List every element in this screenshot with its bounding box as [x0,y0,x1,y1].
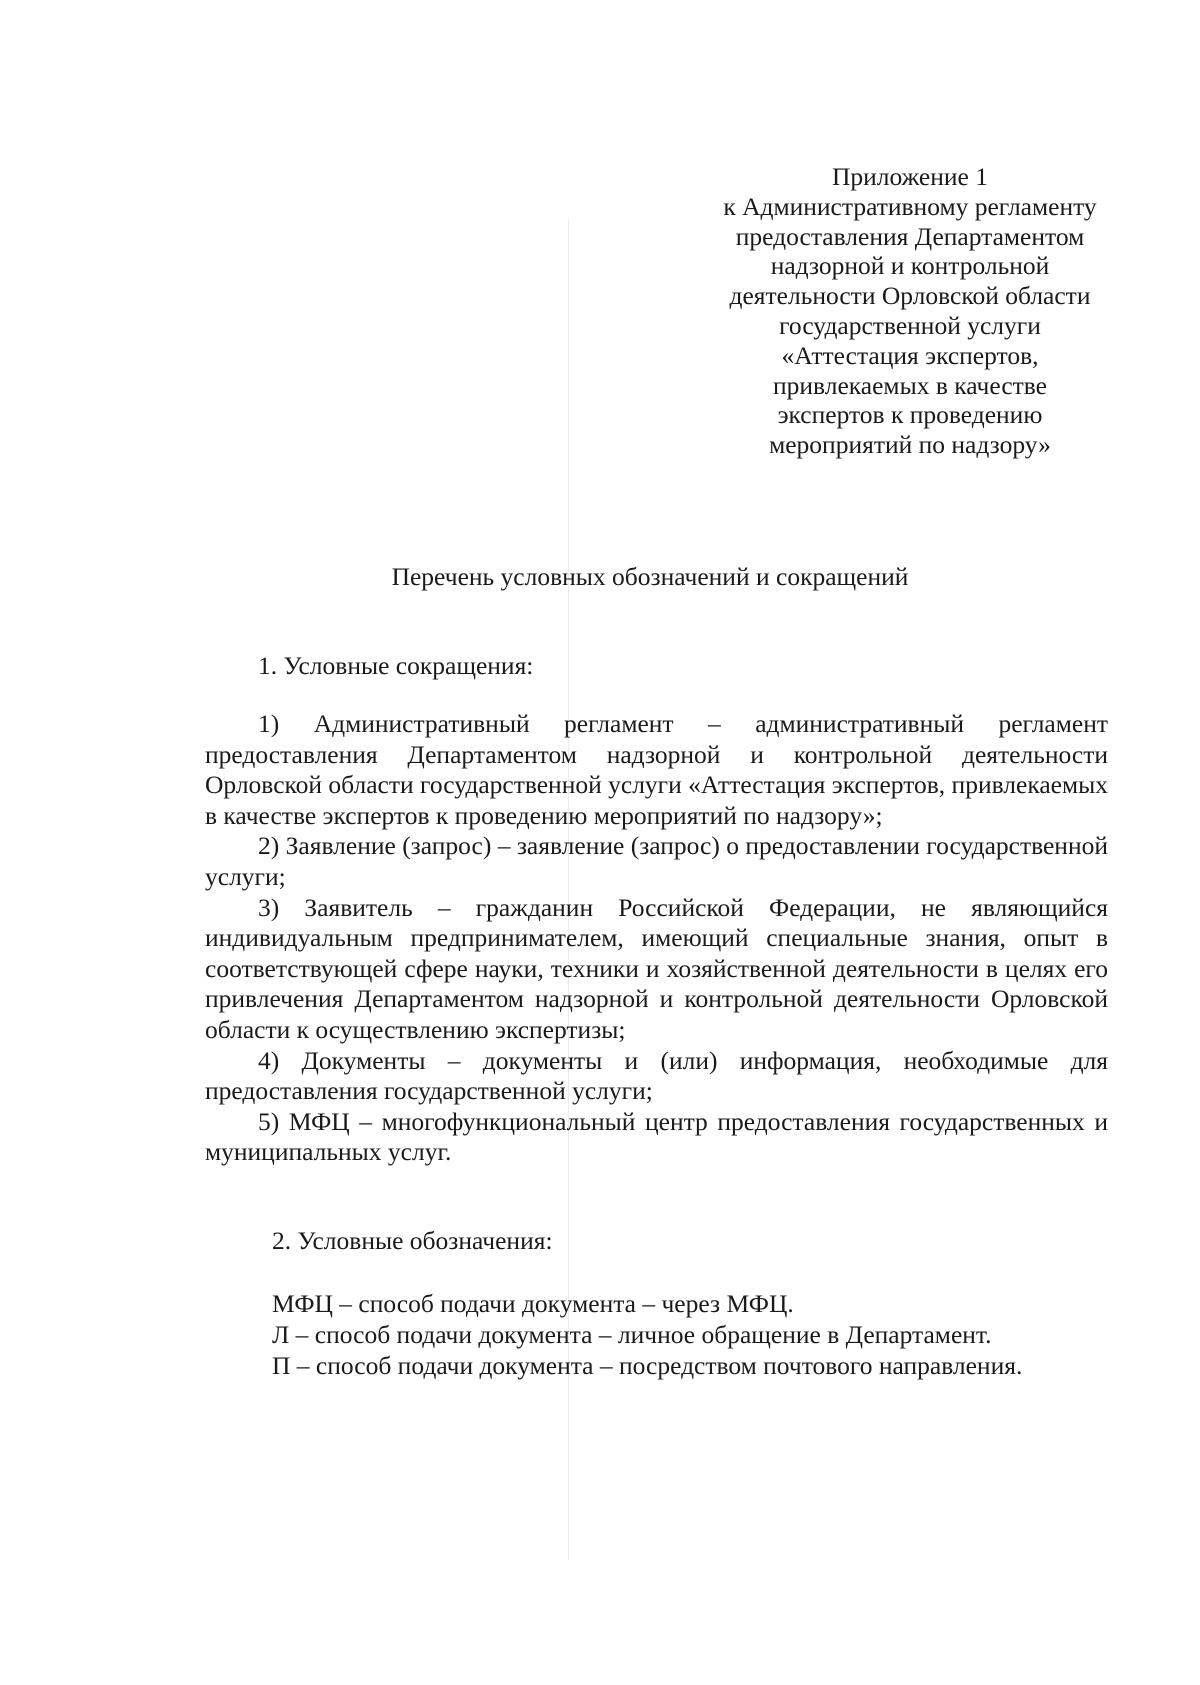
legend-list [272,1288,1022,1381]
appendix-line: государственной услуги [779,310,1041,340]
abbreviations-list [205,709,1108,1168]
abbreviation-item: 5) МФЦ – многофункциональный центр предоставления государственных и муниципальных услуг. [205,1106,1108,1167]
abbreviation-item: 4) Документы – документы и (или) информация, необходимые для предоставления государственной услуги; [205,1045,1108,1106]
legend-item: П – способ подачи документа – посредством почтового направления. [272,1351,1023,1380]
appendix-line: деятельности Орловской области [729,281,1091,311]
appendix-line: «Аттестация экспертов, [781,340,1039,370]
document-title: Перечень условных обозначений и сокращений [391,562,909,591]
legend-item: Л – способ подачи документа – личное обращение в Департамент. [272,1320,992,1349]
legend-item: МФЦ – способ подачи документа – через МФЦ. [272,1289,794,1318]
appendix-line: экспертов к проведению [777,400,1043,430]
appendix-line: предоставления Департаментом [735,221,1085,251]
abbreviation-item: 1) Административный регламент – административный регламент предоставления Департаментом надзорной и контрольной деятельности Орловской области государственной услуги «Аттестация экспертов, привлекаемых в качестве экспертов к проведению мероприятий по надзору»; [205,709,1108,830]
section-2-heading: 2. Условные обозначения: [272,1226,553,1255]
appendix-line: к Административному регламенту [723,191,1097,221]
appendix-line: привлекаемых в качестве [773,370,1047,400]
section-1-heading: 1. Условные сокращения: [258,651,534,680]
abbreviation-item: 3) Заявитель – гражданин Российской Федерации, не являющийся индивидуальным предпринимателем, имеющий специальные знания, опыт в соответствующей сфере науки, техники и хозяйственной деятельности в целях его привлечения Департаментом надзорной и контрольной деятельности Орловской области к осуществлению экспертизы; [205,892,1108,1044]
appendix-line: надзорной и контрольной [770,251,1050,281]
abbreviation-item: 2) Заявление (запрос) – заявление (запрос) о предоставлении государственной услуги; [205,831,1108,891]
appendix-line: Приложение 1 [832,162,988,191]
appendix-line: мероприятий по надзору» [769,430,1051,460]
appendix-header [690,162,1130,460]
